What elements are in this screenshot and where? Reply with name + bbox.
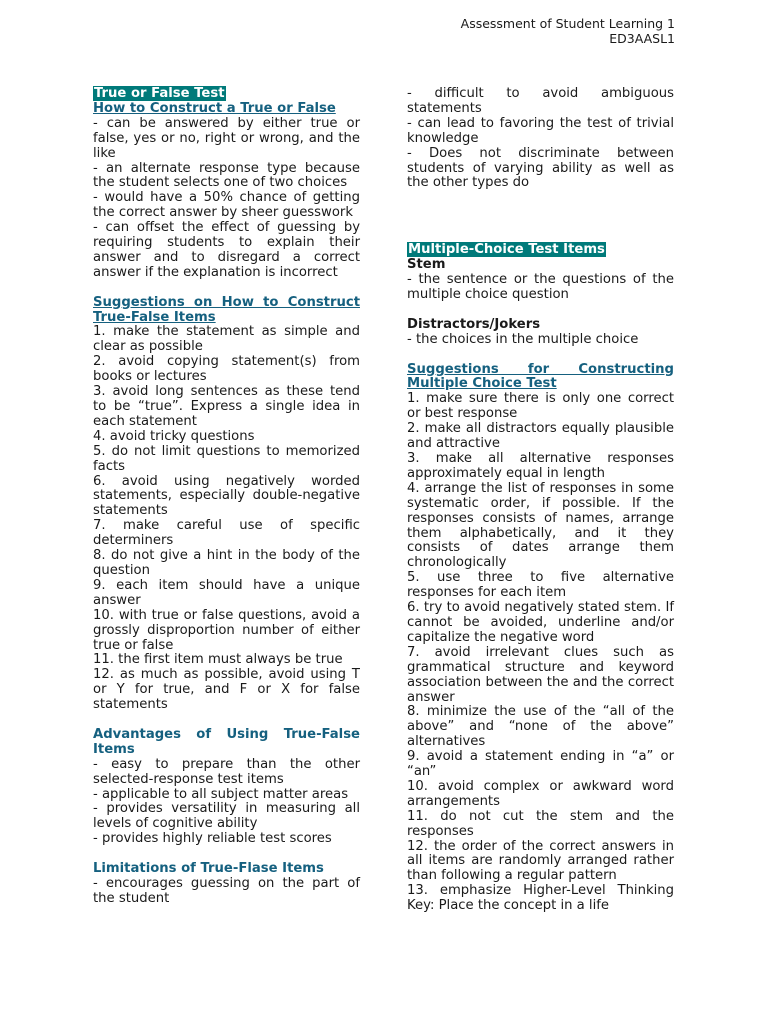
tf-suggestion-item: 9. each item should have a unique answer xyxy=(93,577,360,608)
mc-suggestion-item: 11. do not cut the stem and the responses xyxy=(407,808,674,839)
tf-desc-item: - can offset the effect of guessing by requiring students to explain their answer and to disregard a correct answer if the explanation is incorrect xyxy=(93,220,360,280)
header-course-title: Assessment of Student Learning 1 xyxy=(460,16,675,31)
tf-advantages-heading: Advantages of Using True-False Items xyxy=(93,726,360,757)
tf-suggestion-item: 12. as much as possible, avoid using T or Y for true, and F or X for false statements xyxy=(93,667,360,713)
mc-suggestion-item: 5. use three to five alternative responses for each item xyxy=(407,570,674,601)
tf-suggestion-item: 4. avoid tricky questions xyxy=(93,428,255,444)
tf-desc-item: - would have a 50% chance of getting the correct answer by sheer guesswork xyxy=(93,190,360,221)
tf-advantage-item: - provides versatility in measuring all levels of cognitive ability xyxy=(93,801,360,832)
mc-suggestion-item: 13. emphasize Higher-Level Thinking Key: Place the concept in a life xyxy=(407,883,674,914)
tf-suggestion-item: 2. avoid copying statement(s) from books or lectures xyxy=(93,354,360,385)
tf-suggestion-item: 1. make the statement as simple and clear as possible xyxy=(93,324,360,355)
left-column xyxy=(93,87,360,907)
distractors-label: Distractors/Jokers xyxy=(407,316,541,332)
mc-suggestion-item: 4. arrange the list of responses in some systematic order, if possible. If the responses consists of names, arrange them alphabetically, and it they consists of dates arrange them chronologically xyxy=(407,480,674,571)
tf-suggestion-item: 11. the first item must always be true xyxy=(93,652,343,668)
tf-desc-item: - can be answered by either true or false, yes or no, right or wrong, and the like xyxy=(93,115,360,161)
mc-suggestion-item: 10. avoid complex or awkward word arrangements xyxy=(407,778,674,809)
tf-suggestions-heading[interactable]: Suggestions on How to Construct True-False Items xyxy=(93,294,360,325)
mc-suggestion-item: 9. avoid a statement ending in “a” or “an” xyxy=(407,749,674,780)
mc-suggestions-heading[interactable]: Suggestions for Constructing Multiple Choice Test xyxy=(407,361,674,392)
tf-suggestion-item: 3. avoid long sentences as these tend to be “true”. Express a single idea in each statement xyxy=(93,384,360,429)
stem-label: Stem xyxy=(407,257,446,273)
tf-suggestion-item: 7. make careful use of specific determiners xyxy=(93,518,360,549)
mc-suggestion-item: 6. try to avoid negatively stated stem. If cannot be avoided, underline and/or capitalize the negative word xyxy=(407,600,674,645)
tf-suggestion-item: 8. do not give a hint in the body of the question xyxy=(93,548,360,578)
tf-advantage-item: - easy to prepare than the other selected-response test items xyxy=(93,756,360,787)
mc-suggestion-item: 12. the order of the correct answers in all items are randomly arranged rather than following a regular pattern xyxy=(407,838,674,884)
header-course-code: ED3AASL1 xyxy=(609,30,675,46)
section-title-multiple-choice: Multiple-Choice Test Items xyxy=(408,242,605,258)
mc-suggestion-item: 7. avoid irrelevant clues such as grammatical structure and keyword association between the and the correct answer xyxy=(407,644,674,705)
tf-suggestion-item: 10. with true or false questions, avoid a grossly disproportion number of either true or false xyxy=(93,607,360,653)
tf-limitation-item: - Does not discriminate between students of varying ability as well as the other types do xyxy=(407,145,674,191)
tf-limitation-item: - can lead to favoring the test of trivial knowledge xyxy=(407,115,674,146)
tf-suggestion-item: 6. avoid using negatively worded statements, especially double-negative statements xyxy=(93,473,360,519)
tf-advantage-item: - provides highly reliable test scores xyxy=(93,831,332,847)
mc-suggestion-item: 3. make all alternative responses approximately equal in length xyxy=(407,451,674,481)
tf-suggestion-item: 5. do not limit questions to memorized facts xyxy=(93,443,360,474)
right-column xyxy=(407,87,674,914)
section-title-true-false: True or False Test xyxy=(94,86,225,101)
tf-limitation-item: - encourages guessing on the part of the student xyxy=(93,875,360,906)
mc-suggestion-item: 2. make all distractors equally plausible and attractive xyxy=(407,421,674,452)
how-to-construct-heading[interactable]: How to Construct a True or False xyxy=(93,100,336,116)
tf-advantage-item: - applicable to all subject matter areas xyxy=(93,786,349,802)
mc-suggestion-item: 8. minimize the use of the “all of the above” and “none of the above” alternatives xyxy=(407,704,674,750)
tf-limitation-item: - difficult to avoid ambiguous statements xyxy=(407,86,674,116)
page-header xyxy=(461,17,675,46)
distractors-description: - the choices in the multiple choice xyxy=(407,331,639,347)
stem-description: - the sentence or the questions of the multiple choice question xyxy=(407,272,674,303)
tf-limitations-heading: Limitations of True-Flase Items xyxy=(93,861,324,877)
mc-suggestion-item: 1. make sure there is only one correct or best response xyxy=(407,391,674,422)
tf-desc-item: - an alternate response type because the student selects one of two choices xyxy=(93,160,360,191)
